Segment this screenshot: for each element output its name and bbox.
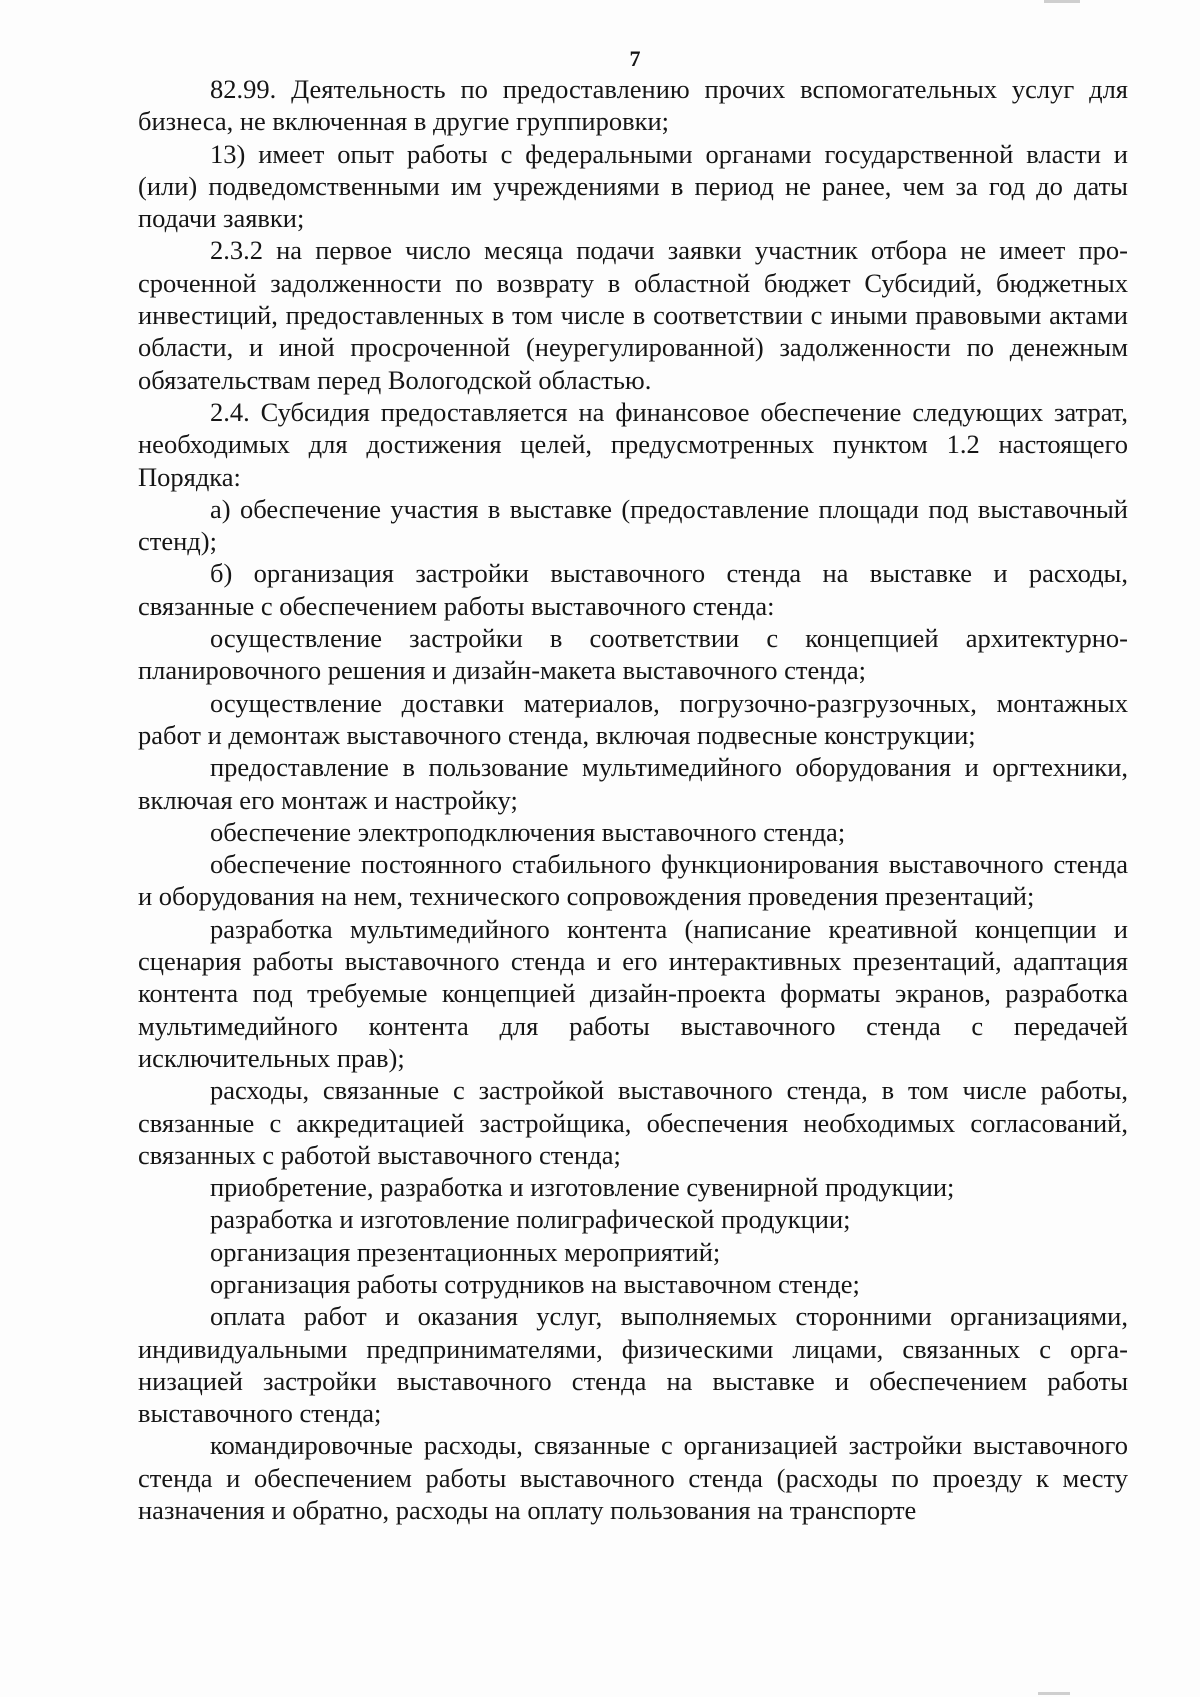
paragraph-construction-costs: расходы, связанные с застройкой выставочного стенда, в том числе работы, связанные с аккредитацией застройщика, обеспечения необходимых согласований, связанных с работой выставочного стенда;: [138, 1075, 1128, 1170]
document-body: [138, 73, 1128, 1526]
paragraph-presentations: организация презентационных мероприятий;: [210, 1236, 721, 1267]
paragraph-2-4: 2.4. Субсидия предоставляется на финансовое обеспечение следующих затрат, необходимых для достижения целей, предусмотренных пунктом 1.2 настоящего Порядка:: [138, 396, 1128, 492]
paragraph-staff: организация работы сотрудников на выставочном стенде;: [210, 1268, 860, 1299]
paragraph-item-a: а) обеспечение участия в выставке (предоставление площади под выставочный стенд);: [138, 493, 1128, 557]
scan-artifact-top: [1044, 0, 1080, 3]
paragraph-electricity: обеспечение электроподключения выставочного стенда;: [210, 816, 846, 847]
paragraph-printing: разработка и изготовление полиграфической продукции;: [210, 1204, 851, 1235]
paragraph-third-party: оплата работ и оказания услуг, выполняемых сторонними организациями, индивидуальными предпринимателями, физическими лицами, связанных с организацией застройки выставочного стенда на выставке и обеспечением работы выставочного стенда;: [138, 1301, 1128, 1429]
paragraph-travel: командировочные расходы, связанные с организацией застройки выставочного стенда и обеспечением работы выставочного стенда (расходы по проезду к месту назначения и обратно, расходы на оплату пользования на транспорте: [138, 1430, 1128, 1526]
paragraph-equipment: предоставление в пользование мультимедийного оборудования и оргтехники, включая его монтаж и настройку;: [138, 752, 1128, 815]
paragraph-2-3-2: 2.3.2 на первое число месяца подачи заявки участник отбора не имеет просроченной задолженности по возврату в областной бюджет Субсидий, бюджетных инвестиций, предоставленных в том числе в соответствии с иными правовыми актами области, и иной просроченной (неурегулированной) задолженности по денежным обязательствам перед Вологодской областью.: [138, 235, 1128, 395]
paragraph-multimedia: разработка мультимедийного контента (написание креативной концепции и сценария работы выставочного стенда и его интерактивных презентаций, адаптация контента под требуемые концепцией дизайн-проекта форматы экранов, разработка мультимедийного контента для работы выставочного стенда с передачей исключительных прав);: [138, 913, 1128, 1073]
paragraph-item-b: б) организация застройки выставочного стенда на выставке и расходы, связанные с обеспечением работы выставочного стенда:: [138, 558, 1128, 621]
paragraph-construction: осуществление застройки в соответствии с концепцией архитектурно-планировочного решения и дизайн-макета выставочного стенда;: [138, 623, 1128, 686]
paragraph-souvenirs: приобретение, разработка и изготовление сувенирной продукции;: [210, 1172, 955, 1203]
paragraph-item-13: 13) имеет опыт работы с федеральными органами государственной власти и (или) подведомственными им учреждениями в период не ранее, чем за год до даты подачи заявки;: [138, 138, 1128, 234]
scan-artifact-bottom: [1038, 1692, 1070, 1695]
paragraph-okved-82-99: 82.99. Деятельность по предоставлению прочих вспомогательных услуг для бизнеса, не включенная в другие группировки;: [138, 74, 1128, 137]
paragraph-operation: обеспечение постоянного стабильного функционирования выставочного стенда и оборудования на нем, технического сопровождения проведения презентаций;: [138, 849, 1128, 912]
paragraph-delivery: осуществление доставки материалов, погрузочно-разгрузочных, монтажных работ и демонтаж выставочного стенда, включая подвесные конструкции;: [138, 687, 1128, 750]
page-number: 7: [629, 46, 641, 71]
